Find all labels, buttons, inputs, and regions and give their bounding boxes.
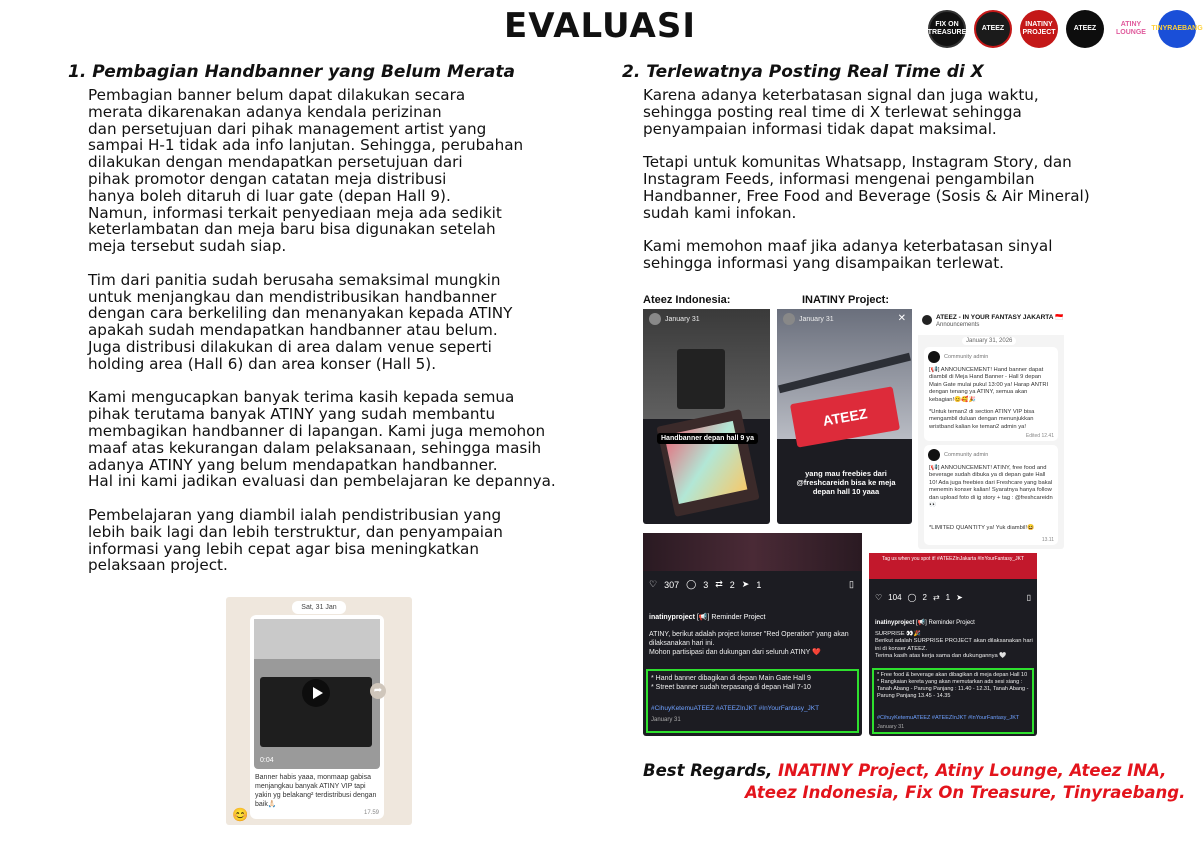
whatsapp-community-screenshot bbox=[918, 309, 1064, 549]
forward-icon[interactable]: ➦ bbox=[370, 683, 386, 699]
caption-inatiny-project: INATINY Project: bbox=[802, 294, 889, 306]
inatiny-project-logo: INATINY PROJECT bbox=[1020, 10, 1058, 48]
caption-ateez-indonesia: Ateez Indonesia: bbox=[643, 294, 731, 306]
admin-label: Community admin bbox=[944, 452, 989, 458]
story-label: Handbanner depan hall 9 ya bbox=[657, 433, 758, 444]
regards-line-2: Ateez Indonesia, Fix On Treasure, Tinyraebang. bbox=[745, 783, 1186, 802]
comment-count: 2 bbox=[922, 593, 927, 602]
post-highlight-box bbox=[646, 669, 859, 733]
comment-count: 3 bbox=[703, 579, 709, 590]
chat-video-thumbnail[interactable] bbox=[254, 619, 380, 769]
chat-bubble bbox=[250, 615, 384, 819]
instagram-story-1 bbox=[643, 309, 770, 524]
community-title: ATEEZ - IN YOUR FANTASY JAKARTA 🇮🇩 bbox=[936, 314, 1064, 321]
section1-heading: 1. Pembagian Handbanner yang Belum Merata bbox=[68, 62, 515, 82]
post-date: January 31 bbox=[877, 724, 905, 730]
repost-count: 1 bbox=[945, 593, 951, 602]
post-user[interactable]: inatinyproject bbox=[649, 614, 695, 621]
post-body: ATINY, berikut adalah project konser "Red Operation" yang akan dilaksanakan hari ini. Mohon partisipasi dan dukungan dari seluruh ATINY ❤️ bbox=[649, 631, 849, 656]
best-regards bbox=[643, 760, 1185, 804]
emoji-icon[interactable]: 😊 bbox=[232, 807, 249, 822]
announcement-message-1 bbox=[924, 347, 1058, 441]
chat-time: 17.59 bbox=[363, 810, 379, 816]
post-tags[interactable]: #CihuyKetemuATEEZ #ATEEZInJKT #InYourFantasy_JKT bbox=[651, 705, 820, 712]
post-actions bbox=[875, 593, 963, 602]
post-actions bbox=[649, 579, 761, 590]
post-title: [📢] Reminder Project bbox=[696, 614, 766, 621]
regards-label: Best Regards, bbox=[643, 761, 773, 780]
post-tags[interactable]: #CihuyKetemuATEEZ #ATEEZInJKT #InYourFantasy_JKT bbox=[877, 715, 1020, 721]
instagram-story-2: ATEEZ January 31 ✕ yang mau freebies dari @freshcareidn bisa ke meja depan hall 10 yaaa bbox=[777, 309, 912, 524]
section2-paragraph: Kami memohon maaf jika adanya keterbatasan sinyal sehingga informasi yang disampaikan terlewat. bbox=[643, 237, 1053, 272]
avatar bbox=[922, 315, 932, 325]
cihuy-logo: FIX ON TREASURE bbox=[928, 10, 966, 48]
story-date: January 31 bbox=[799, 316, 834, 323]
message-time: 13.11 bbox=[1041, 537, 1054, 543]
post-highlight-box bbox=[872, 668, 1034, 734]
post-user[interactable]: inatinyproject bbox=[875, 620, 915, 626]
logo-strip bbox=[927, 10, 1203, 48]
post-title: [📢] Reminder Project bbox=[916, 620, 975, 626]
video-duration: 0:04 bbox=[260, 757, 274, 764]
story-caption: yang mau freebies dari @freshcareidn bisa ke meja depan hall 10 yaaa bbox=[796, 469, 896, 496]
post-highlight: * Hand banner dibagikan di depan Main Gate Hall 9 * Street banner sudah terpasang di depan Hall 7-10 bbox=[651, 675, 811, 691]
avatar bbox=[783, 313, 795, 325]
post-highlight: * Free food & beverage akan dibagikan di meja depan Hall 10 * Rangkaian kereta yang akan memutarkan ads sesi siang : Tanah Abang - Parung Panjang : 11.40 - 12.31, Tanah Abang - Parung Panjang 13.45 - 14.35 bbox=[877, 672, 1029, 699]
section2-paragraph: Tetapi untuk komunitas Whatsapp, Instagram Story, dan Instagram Feeds, informasi mengenai pengambilan Handbanner, Free Food and Beverage (Sosis & Air Mineral) sudah kami infokan. bbox=[643, 153, 1090, 222]
announcement-text-1: [📢] ANNOUNCEMENT! Hand banner dapat diambil di Meja Hand Banner - Hall 9 depan Main Gate mulai pukul 13:00 ya! Harap ANTRI dengan tenang ya ATINY, semua akan kebagian!😊🥰🎉 bbox=[929, 367, 1049, 403]
section2-heading: 2. Terlewatnya Posting Real Time di X bbox=[622, 62, 984, 82]
post-body: SURPRISE 👀🎉 Berikut adalah SURPRISE PROJECT akan dilaksanakan hari ini di konser ATEEZ. Terima kasih atas kerja sama dan dukungannya 🤍 bbox=[875, 631, 1033, 660]
announcement-note-1: *Untuk teman2 di section ATINY VIP bisa mengambil duluan dengan menunjukkan wristband kalian ke teman2 admin ya! bbox=[929, 409, 1035, 430]
repost-count: 2 bbox=[729, 579, 735, 590]
heart-icon[interactable]: ♡ bbox=[649, 579, 658, 589]
section1-paragraph: Tim dari panitia sudah berusaha semaksimal mungkin untuk menjangkau dan mendistribusikan handbanner dengan cara berkeliling dan menanyakan kepada ATINY apakah sudah mendapatkan handbanner atau belum. Juga distribusi dilakukan di area dalam venue seperti holding area (Hall 6) dan area konser (Hall 5). bbox=[88, 270, 513, 373]
edited-label: Edited 12.41 bbox=[1025, 433, 1054, 439]
atiny-lounge-logo: ATINY LOUNGE bbox=[1112, 10, 1150, 48]
bookmark-icon[interactable]: ▯ bbox=[1026, 593, 1031, 602]
community-date: January 31, 2026 bbox=[962, 337, 1016, 345]
share-icon[interactable]: ➤ bbox=[956, 593, 963, 602]
announcement-message-2 bbox=[924, 445, 1058, 545]
share-count: 1 bbox=[756, 579, 762, 590]
announcement-note-2: *LIMITED QUANTITY ya! Yuk diambil!😆 bbox=[929, 525, 1035, 531]
section1-body bbox=[88, 87, 578, 591]
section2-paragraph: Karena adanya keterbatasan signal dan juga waktu, sehingga posting real time di X terlewat sehingga penyampaian informasi tidak dapat maksimal. bbox=[643, 86, 1039, 138]
instagram-post-1 bbox=[643, 533, 862, 736]
post-date: January 31 bbox=[651, 717, 681, 723]
page-title: EVALUASI bbox=[503, 6, 696, 46]
tinyraebang-logo: TINYRAEBANG bbox=[1158, 10, 1196, 48]
like-count: 104 bbox=[888, 593, 902, 602]
story-date: January 31 bbox=[665, 316, 700, 323]
ateez-indonesia-logo: ATEEZ bbox=[1066, 10, 1104, 48]
avatar bbox=[649, 313, 661, 325]
repost-icon[interactable]: ⇄ bbox=[932, 593, 940, 602]
instagram-post-2 bbox=[869, 553, 1037, 736]
admin-label: Community admin bbox=[944, 354, 989, 360]
post-banner-text: Tag us when you spot it! #ATEEZInJakarta #InYourFantasy_JKT bbox=[881, 556, 1025, 562]
regards-line-1: INATINY Project, Atiny Lounge, Ateez INA, bbox=[778, 761, 1167, 780]
close-icon[interactable]: ✕ bbox=[897, 313, 906, 324]
comment-icon[interactable]: ◯ bbox=[907, 593, 917, 602]
community-subtitle: Announcements bbox=[936, 322, 980, 328]
chat-date: Sat, 31 Jan bbox=[292, 601, 346, 614]
section2-body bbox=[643, 87, 1103, 289]
heart-icon[interactable]: ♡ bbox=[875, 593, 883, 602]
repost-icon[interactable]: ⇄ bbox=[715, 579, 723, 589]
play-icon[interactable] bbox=[302, 679, 330, 707]
section1-paragraph: Kami mengucapkan banyak terima kasih kepada semua pihak terutama banyak ATINY yang sudah membantu membagikan handbanner di lapangan. Kami juga memohon maaf atas kekurangan dalam pelaksanaan, sehingga masih adanya ATINY yang belum mendapatkan handbanner. Hal ini kami jadikan evaluasi dan pembelajaran ke depannya. bbox=[88, 388, 556, 491]
chat-message: Banner habis yaaa, monmaap gabisa menjangkau banyak ATINY VIP tapi yakin yg belakang² terdistribusi dengan baik🙏🏻 bbox=[255, 774, 377, 808]
like-count: 307 bbox=[664, 579, 680, 590]
section1-paragraph: Pembelajaran yang diambil ialah pendistribusian yang lebih baik lagi dan lebih terstruktur, dan penyampaian informasi yang lebih cepat agar bisa meningkatkan pelaksaan project. bbox=[88, 505, 503, 575]
ateez-ina-logo: ATEEZ bbox=[974, 10, 1012, 48]
section1-paragraph: Pembagian banner belum dapat dilakukan secara merata dikarenakan adanya kendala perizinan dan persetujuan dari pihak management artist yang sampai H-1 tidak ada info lanjutan. Sehingga, perubahan dilakukan dengan mendapatkan persetujuan dari pihak promotor dengan catatan meja distribusi hanya boleh ditaruh di luar gate (depan Hall 9). Namun, informasi terkait penyediaan meja ada sedikit keterlambatan dan meja baru bisa digunakan setelah meja tersebut sudah siap. bbox=[88, 86, 524, 256]
whatsapp-chat-screenshot bbox=[226, 597, 412, 825]
comment-icon[interactable]: ◯ bbox=[686, 579, 697, 589]
share-icon[interactable]: ➤ bbox=[741, 579, 750, 589]
bookmark-icon[interactable]: ▯ bbox=[849, 579, 854, 589]
announcement-text-2: [📢] ANNOUNCEMENT! ATINY, free food and beverage sudah dibuka ya di depan gate Hall 10! Ada juga freebies dari Freshcare yang bakal menemin konser kalian! Syaratnya hanya follow dan upload foto di ig story + tag : @freshcareidn 👀 bbox=[929, 465, 1053, 509]
